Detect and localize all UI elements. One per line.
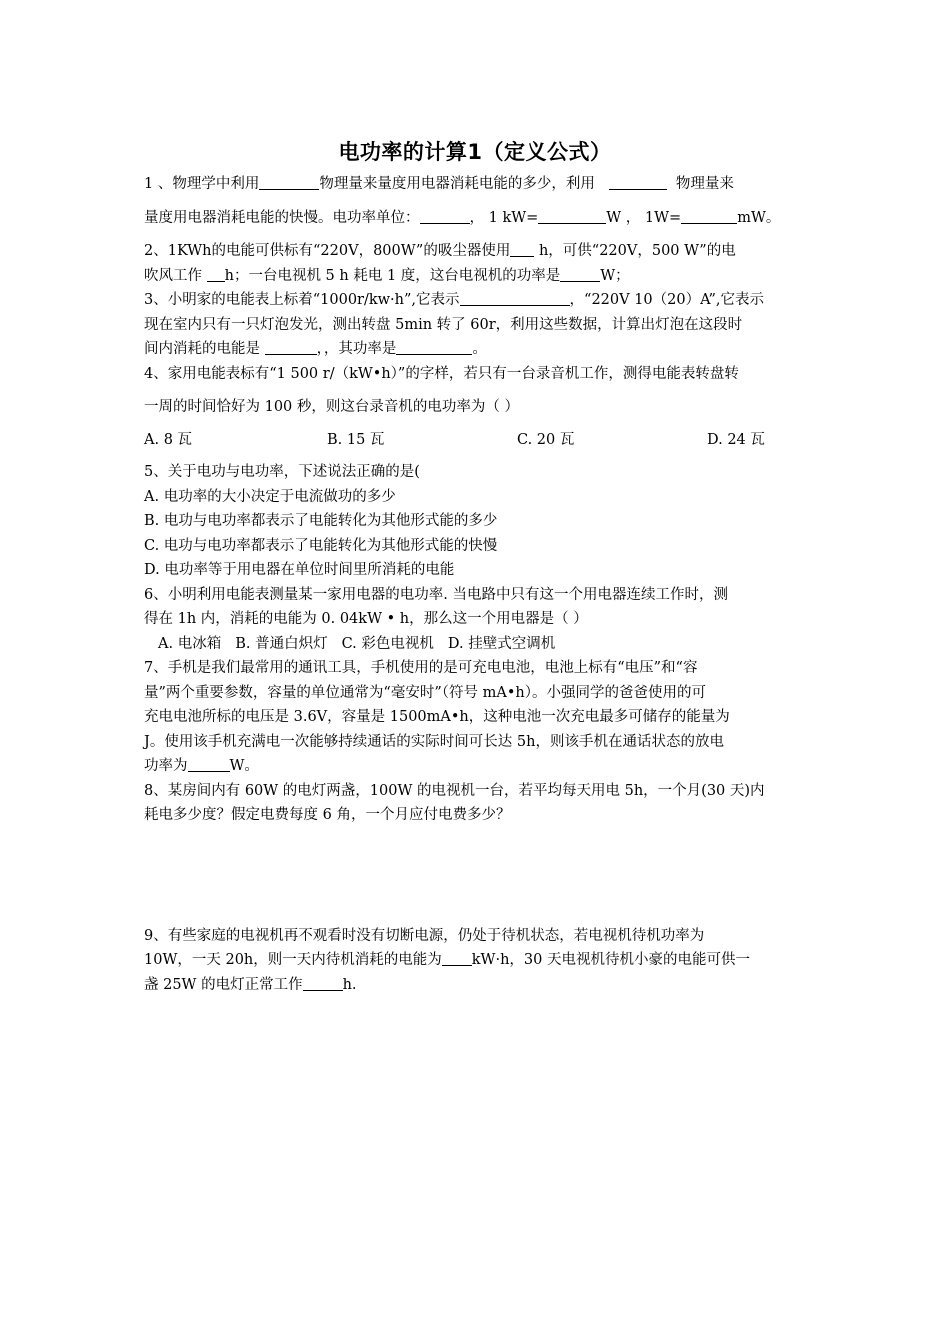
blank[interactable] — [560, 265, 600, 282]
question-6-stem-2: 得在 1h 内，消耗的电能为 0. 04kW • h，那么这一个用电器是（ ） — [144, 611, 588, 627]
question-5-stem: 5、关于电功与电功率，下述说法正确的是( — [144, 464, 420, 480]
question-7: 7、手机是我们最常用的通讯工具，手机使用的是可充电电池，电池上标有“电压”和“容 量”两个重要参数，容量的单位通常为“毫安时”（符号 mA•h）。小强同学的爸爸使用的可 充电电池所标的电压是 3.6V，容量是 1500mA•h，这种电池一次充电最多可储存的能量为 J。使用该手机充满电一次能够持续通话的实际时间可长达 5h，则该手机在通话状态的放电 功率为 W。 — [144, 660, 730, 774]
option-c[interactable]: C. 彩色电视机 — [341, 635, 434, 652]
blank[interactable] — [259, 173, 319, 190]
worksheet-content — [144, 136, 806, 997]
question-1-line-1: 1 、物理学中利用 物理量来量度用电器消耗电能的多少，利用 物理量来 — [144, 172, 806, 197]
question-4-options — [144, 428, 806, 453]
blank[interactable] — [396, 338, 472, 355]
question-4-stem-1: 4、家用电能表标有“1 500 r/（kW•h）”的字样，若只有一台录音机工作，测得电能表转盘转 — [144, 365, 739, 382]
blank[interactable] — [538, 207, 606, 224]
blank[interactable] — [681, 207, 737, 224]
option-d[interactable]: D. 电功率等于用电器在单位时间里所消耗的电能 — [144, 562, 455, 578]
question-6-options — [144, 632, 806, 657]
question-6-stem-1: 6、小明利用电能表测量某一家用电器的电功率. 当电路中只有这一个用电器连续工作时，测 — [144, 586, 728, 603]
option-c[interactable]: C. 20 瓦 — [517, 431, 575, 448]
blank[interactable] — [303, 974, 343, 991]
option-a[interactable]: A. 电功率的大小决定于电流做功的多少 — [144, 488, 396, 505]
question-1-line-2: 量度用电器消耗电能的快慢。电功率单位： ， 1 kW= W ， 1W= mW。 — [144, 206, 806, 231]
option-c[interactable]: C. 电功与电功率都表示了电能转化为其他形式能的快慢 — [144, 537, 498, 554]
option-b[interactable]: B. 普通白炽灯 — [235, 635, 328, 652]
option-b[interactable]: B. 电功与电功率都表示了电能转化为其他形式能的多少 — [144, 513, 498, 529]
option-a[interactable]: A. 8 瓦 — [144, 431, 193, 448]
page-title: 电功率的计算1（定义公式） — [338, 140, 612, 164]
blank[interactable] — [460, 289, 570, 306]
question-8: 8、某房间内有 60W 的电灯两盏，100W 的电视机一台，若平均每天用电 5h，一个月(30 天)内 耗电多少度？假定电费每度 6 角，一个月应付电费多少？ — [144, 782, 765, 823]
option-d[interactable]: D. 挂壁式空调机 — [447, 635, 556, 652]
question-9: 9、有些家庭的电视机再不观看时没有切断电源，仍处于待机状态，若电视机待机功率为 10W，一天 20h，则一天内待机消耗的电能为 kW·h，30 天电视机待机小豪的电能可供一 盏 25W 的电灯正常工作 h. — [144, 927, 750, 993]
blank[interactable] — [510, 240, 534, 257]
option-d[interactable]: D. 24 瓦 — [707, 431, 765, 448]
answer-space[interactable] — [144, 828, 806, 924]
blank[interactable] — [207, 265, 225, 282]
question-3: 3、小明家的电能表上标着“1000r/kw·h”,它表示 ，“220V 10（20）A”,它表示 现在室内只有一只灯泡发光，测出转盘 5min 转了 60r，利用这些数据，计算出灯泡在这段时 间内消耗的电能是 ，，其功率是 。 — [144, 288, 806, 362]
question-2: 2、1KWh的电能可供标有“220V，800W”的吸尘器使用 h，可供“220V，500 W”的电 吹风工作 h；一台电视机 5 h 耗电 1 度，这台电视机的功率是 W； — [144, 239, 806, 288]
blank[interactable] — [442, 949, 472, 966]
blank[interactable] — [420, 207, 470, 224]
blank[interactable] — [265, 338, 317, 355]
option-a[interactable]: A. 电冰箱 — [158, 635, 222, 652]
question-4-stem-2: 一周的时间恰好为 100 秒，则这台录音机的电功率为（ ） — [144, 399, 520, 415]
blank[interactable] — [188, 755, 230, 772]
option-b[interactable]: B. 15 瓦 — [327, 431, 385, 448]
blank[interactable] — [609, 173, 667, 190]
